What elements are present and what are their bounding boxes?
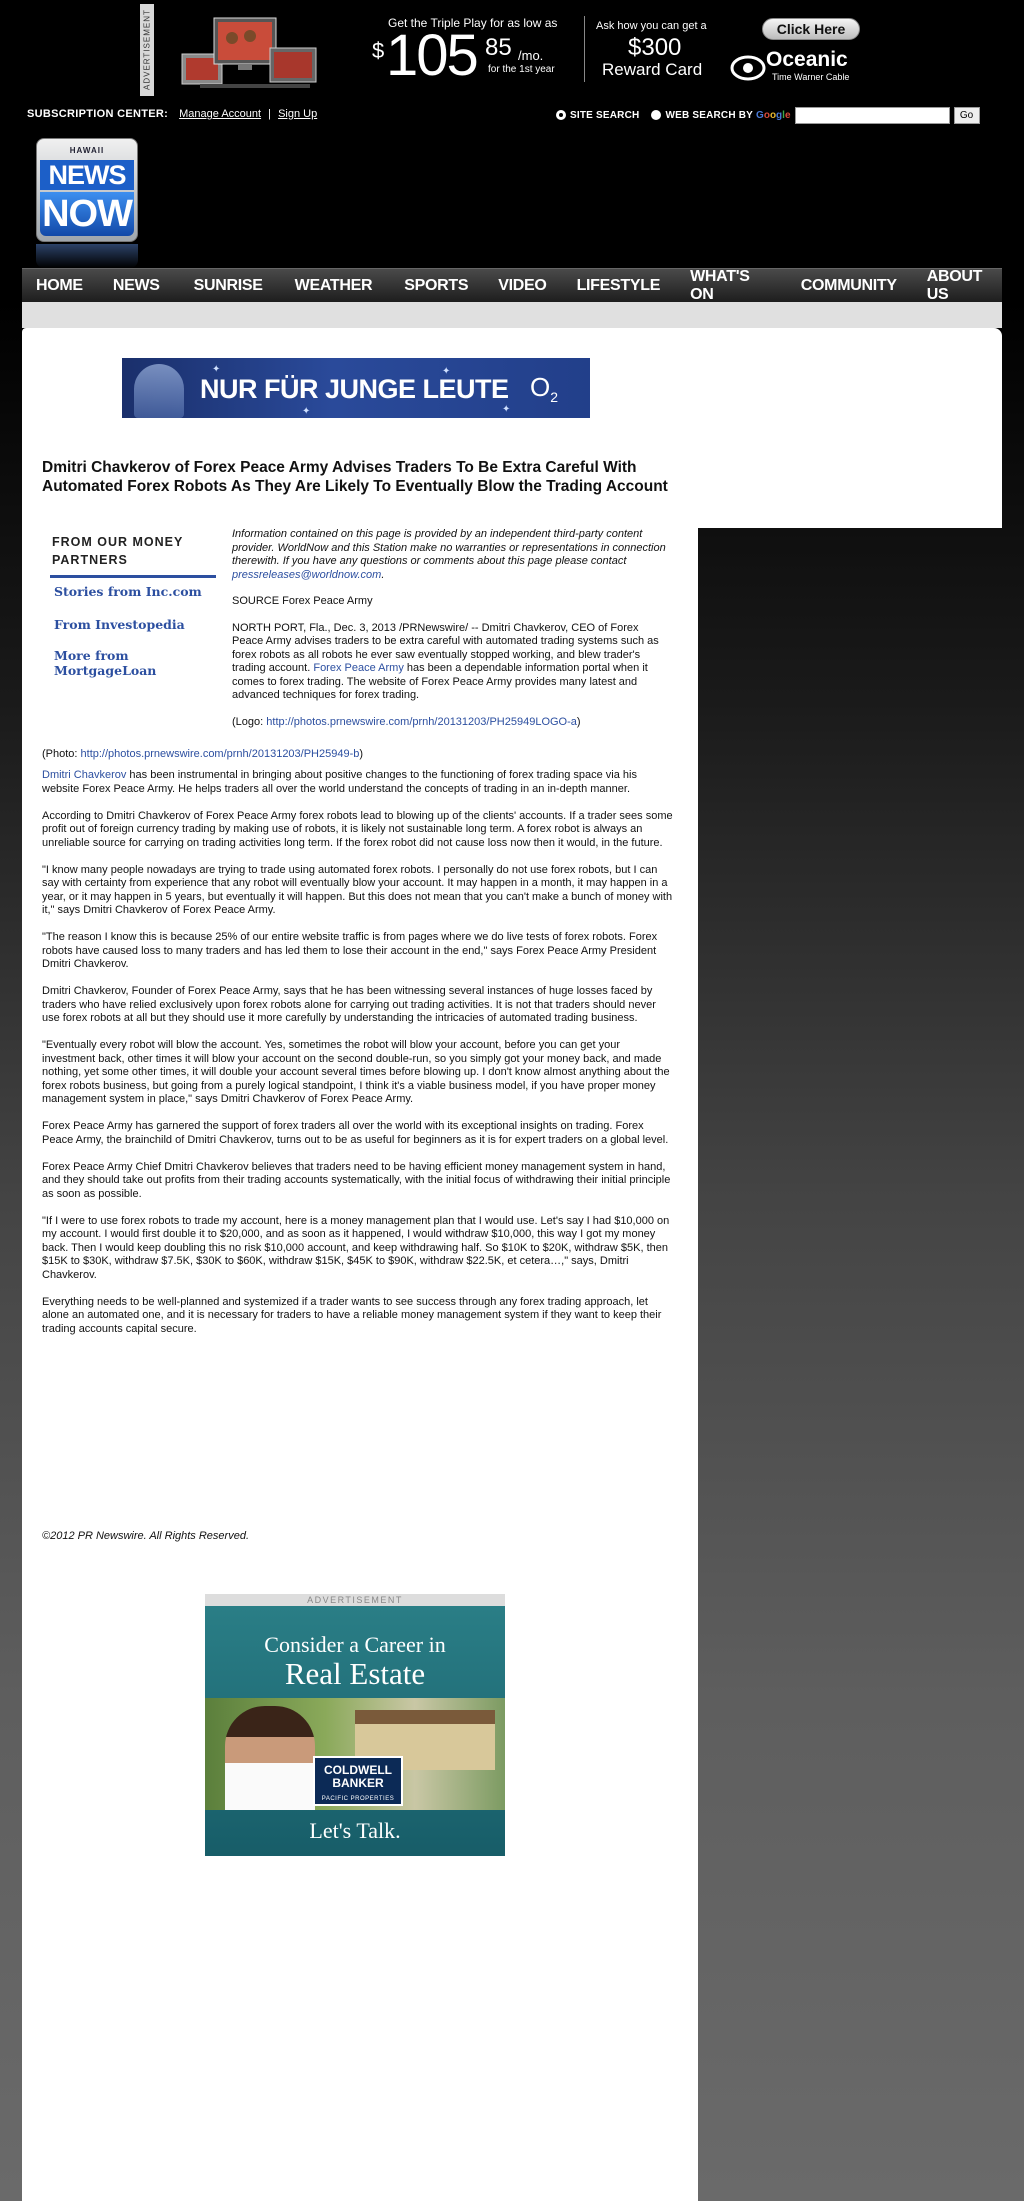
nav-sports[interactable]: SPORTS <box>404 276 469 294</box>
sub-nav-strip <box>22 302 1002 328</box>
article-paragraph: According to Dmitri Chavkerov of Forex Peace Army forex robots lead to blowing up of the clients' accounts. If a trader sees some profit out of foreign currency trading by making use of robots, it is likely not sustainable long term. A forex robot is always an unreliable source for carrying on trading activities long term. If the forex robot did not cause loss now then it would, in the future. <box>42 809 673 849</box>
web-search-radio[interactable] <box>651 110 661 120</box>
o2-figure-image <box>134 364 184 418</box>
article-paragraph: "I know many people nowadays are trying to trade using automated forex robots. I personally do not use forex robots, but I can say with certainty from experience that any robot will eventually blow your account. It may happen in a month, it may happen in a year, or it may happen in 5 years, but eventually it will happen. But this does not mean that you can't make a bunch of money with it," says Dmitri Chavkerov of Forex Peace Army. <box>42 863 673 916</box>
nav-home[interactable]: HOME <box>36 276 83 294</box>
coldwell-banker-logo: COLDWELL BANKER PACIFIC PROPERTIES <box>313 1756 403 1806</box>
o2-slogan: NUR FÜR JUNGE LEUTE <box>200 374 509 404</box>
logo-credit: (Logo: http://photos.prnewswire.com/prnh/20131203/PH25949LOGO-a) <box>232 715 581 728</box>
star-icon: ✦ <box>502 404 511 415</box>
advertisement-label: ADVERTISEMENT <box>140 4 154 96</box>
article-paragraph: Dmitri Chavkerov, Founder of Forex Peace Army, says that he has been witnessing several instances of huge losses faced by traders who have relied exclusively upon forex robots alone for carrying out trading activities. It is not that traders should never use forex robots at all but they should use it more carefully by understanding the intricacies of automated trading business. <box>42 985 656 1024</box>
price-per-month: /mo. <box>518 48 544 63</box>
forex-peace-army-link[interactable]: Forex Peace Army <box>313 662 404 674</box>
disclaimer: Information contained on this page is provided by an independent third-party content provider. WorldNow and this Station make no warranties or representations in connection therewith. If you have any questions or comments about this page please contact pressreleases@worldnow.com. <box>232 528 666 581</box>
search-bar <box>556 106 980 124</box>
copyright: ©2012 PR Newswire. All Rights Reserved. <box>42 1530 249 1542</box>
star-icon: ✦ <box>442 366 451 377</box>
advertisement-label: ADVERTISEMENT <box>205 1594 505 1606</box>
partner-link-inc[interactable]: Stories from Inc.com <box>54 584 202 599</box>
manage-account-link[interactable]: Manage Account <box>179 108 262 120</box>
star-icon: ✦ <box>302 406 311 417</box>
partner-link-mortgageloan[interactable]: More from MortgageLoan <box>54 648 157 678</box>
devices-image <box>180 14 320 92</box>
click-here-button[interactable]: Click Here <box>762 18 860 40</box>
nav-lifestyle[interactable]: LIFESTYLE <box>576 276 661 294</box>
price-dollar-sign: $ <box>372 38 385 63</box>
reward-card-text: Reward Card <box>602 60 703 79</box>
article-paragraph: "Eventually every robot will blow the account. Yes, sometimes the robot will blow your account, before you can get your investment back, other times it will blow your account on the second double-run, so you simply got your money back, and made nothing, yet some other times, it will double your account several times before blowing up. I don't know almost anything about the forex robots business, but going from a purely logical standpoint, I think it's a viable business model, if you have proper money management system in place," says Dmitri Chavkerov of Forex Peace Army. <box>42 1039 670 1105</box>
google-logo: Google <box>756 109 791 121</box>
partner-link-investopedia[interactable]: From Investopedia <box>54 617 185 632</box>
nav-community[interactable]: COMMUNITY <box>800 276 897 294</box>
ad-headline-line2: Real Estate <box>284 1656 426 1691</box>
nav-news[interactable]: NEWS <box>112 276 160 294</box>
article-paragraph: Forex Peace Army has garnered the support of forex traders all over the world with its exceptional insights on trading. Forex Peace Army, the brainchild of Dmitri Chavkerov, turns out to be as useful for beginners as it is for expert traders on a global level. <box>42 1120 669 1146</box>
article-paragraph: "If I were to use forex robots to trade my account, here is a money management plan that I would use. Let's say I had $10,000 on my account. I would first double it to $20,000, and as soon as it happened, I would withdraw $10,000, this way I got my money back. Then I would keep doubling this no risk $10,000 account, and keep withdrawing half. So $10K to $20K, withdraw $5K, then $15K to $30K, withdraw $7.5K, $30K to $60K, withdraw $15K, $45K to $90K, withdraw $22.5K, et cetera…," says, Dmitri Chavkerov. <box>42 1214 670 1281</box>
money-partners-box <box>50 533 216 678</box>
oceanic-sub: Time Warner Cable <box>772 72 850 82</box>
price-amount: 105 <box>386 23 477 88</box>
nav-sunrise[interactable]: SUNRISE <box>193 276 263 294</box>
right-content-panel <box>698 328 1002 528</box>
web-search-label: WEB SEARCH BY <box>665 109 754 121</box>
site-search-label: SITE SEARCH <box>570 109 640 121</box>
article-headline: Dmitri Chavkerov of Forex Peace Army Advises Traders To Be Extra Careful With Automated Forex Robots As They Are Likely To Eventually Blow the Trading Account <box>42 459 668 495</box>
article-intro <box>232 528 672 729</box>
article-paragraph: Forex Peace Army Chief Dmitri Chavkerov believes that traders need to be having efficient money management system in hand, and they should take out profits from their trading accounts systematically, with the initial focus of withdrawing their initial principle as soon as possible. <box>42 1160 671 1200</box>
time-warner-eye-icon <box>730 50 766 86</box>
reward-amount: $300 <box>628 34 682 61</box>
nav-video[interactable]: VIDEO <box>498 276 547 294</box>
o2-banner-ad[interactable] <box>122 358 590 418</box>
logo-now: NOW <box>40 192 134 236</box>
logo-news: NEWS <box>40 160 134 190</box>
sign-up-link[interactable]: Sign Up <box>278 108 318 120</box>
bottom-advertisement[interactable] <box>205 1594 505 1856</box>
nav-about-us[interactable]: ABOUT US <box>926 267 983 303</box>
go-button[interactable]: Go <box>954 107 980 124</box>
logo-reflection <box>36 244 138 268</box>
article-source: SOURCE Forex Peace Army <box>232 595 373 607</box>
partners-title: FROM OUR MONEY PARTNERS <box>50 533 216 578</box>
o2-logo: $O_2$ <box>530 372 559 406</box>
subscription-separator: | <box>268 108 271 120</box>
nav-weather[interactable]: WEATHER <box>294 276 373 294</box>
subscription-label: SUBSCRIPTION CENTER: <box>27 108 169 120</box>
search-input[interactable] <box>795 107 950 124</box>
triple-play-text: Get the Triple Play for as low as <box>388 16 558 30</box>
site-search-radio[interactable] <box>556 110 566 120</box>
price-cents: 85 <box>485 34 512 61</box>
article-paragraph: Everything needs to be well-planned and systemized if a trader wants to see success through any forex trading approach, let alone an automated one, and it is necessary for traders to have a reliable money management system if they want to keep their trading accounts capital secure. <box>42 1295 662 1335</box>
coldwell-banker-ad[interactable] <box>205 1606 505 1856</box>
hawaii-news-now-logo[interactable] <box>36 138 138 268</box>
star-icon: ✦ <box>212 364 221 375</box>
ad-headline-line1: Consider a Career in <box>264 1632 446 1657</box>
oceanic-logo <box>730 46 880 90</box>
article-paragraph: "The reason I know this is because 25% of our entire website traffic is from pages where we do live tests of forex robots. Forex robots have caused loss to many traders and has led them to lose their account in the end," says Forex Peace Army President Dmitri Chavkerov. <box>42 931 658 970</box>
oceanic-brand: Oceanic <box>766 48 848 71</box>
reward-ask-text: Ask how you can get a <box>596 20 707 32</box>
nav-whats-on[interactable]: WHAT'S ON <box>690 267 750 303</box>
logo-hawaii: HAWAII <box>69 146 105 155</box>
article-lead: NORTH PORT, Fla., Dec. 3, 2013 /PRNewswire/ -- Dmitri Chavkerov, CEO of Forex Peace Army advises traders to be extra careful with automated trading systems such as forex robots as all robots he ever saw eventually stopped working, and blew trader's trading account. Forex Peace Army has been a dependable information portal when it comes to forex trading. The website of Forex Peace Army provides many latest and advanced techniques for forex trading. <box>232 621 659 701</box>
disclaimer-email-link[interactable]: pressreleases@worldnow.com <box>232 568 382 581</box>
top-advertisement[interactable] <box>140 4 880 96</box>
price-first-year: for the 1st year <box>488 64 555 75</box>
logo-url-link[interactable]: http://photos.prnewswire.com/prnh/20131203/PH25949LOGO-a <box>266 715 577 728</box>
subscription-center <box>27 108 317 120</box>
main-nav <box>22 268 1002 302</box>
ad-cta: Let's Talk. <box>309 1818 401 1843</box>
photo-credit: (Photo: http://photos.prnewswire.com/prnh/20131203/PH25949-b) <box>42 748 364 760</box>
agent-photo <box>225 1706 315 1810</box>
article-body <box>42 769 674 1350</box>
ad-divider <box>584 16 585 82</box>
article-paragraph: Dmitri Chavkerov has been instrumental in bringing about positive changes to the functioning of forex trading space via his website Forex Peace Army. He helps traders all over the world understand the concepts of trading in an in-depth manner. <box>42 769 637 795</box>
photo-url-link[interactable]: http://photos.prnewswire.com/prnh/20131203/PH25949-b <box>80 748 360 760</box>
dmitri-chavkerov-link[interactable]: Dmitri Chavkerov <box>42 769 127 781</box>
